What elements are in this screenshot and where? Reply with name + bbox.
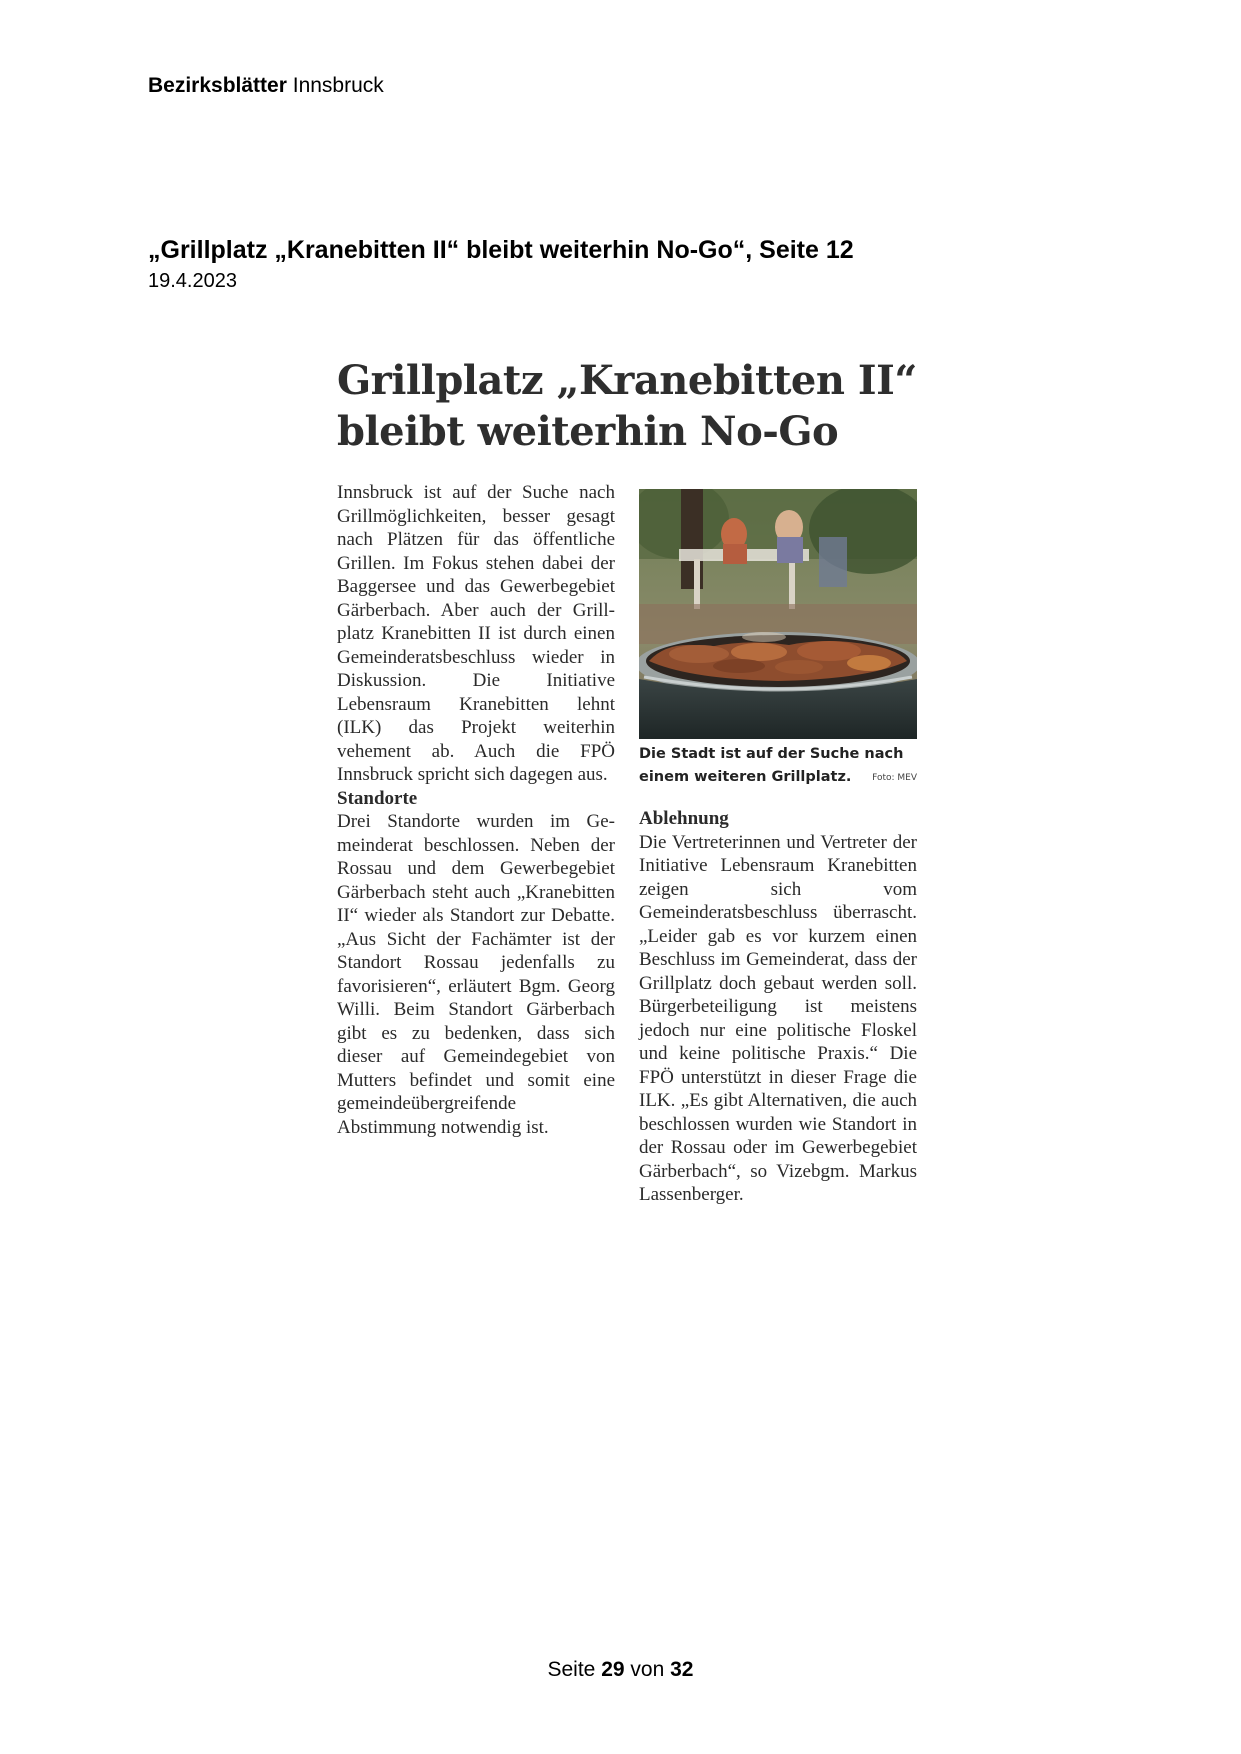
footer-page-total: 32 (670, 1658, 694, 1681)
article-headline (337, 355, 917, 457)
footer-page-number: 29 (601, 1658, 625, 1681)
document-date: 19.4.2023 (148, 270, 237, 292)
page-footer (0, 1658, 1241, 1682)
grill-photo (639, 489, 917, 739)
article-column-left (337, 481, 615, 1139)
publication-location: Innsbruck (292, 74, 384, 97)
article-column-right (639, 807, 917, 1207)
grill-photo-illustration (639, 489, 917, 739)
footer-middle: von (630, 1658, 665, 1681)
photo-caption-text: Die Stadt ist auf der Suche nach einem weiteren Grillplatz. (639, 746, 904, 785)
section-text-standorte: Drei Standorte wurden im Gemeinderat beschlossen. Neben der Rossau und dem Gewerbegebiet Gärberbach steht auch „Kranebitten II“ wieder als Standort zur Debatte. „Aus Sicht der Fachämter ist der Standort Rossau jedenfalls zu favorisieren“, erläutert Bgm. Georg Willi. Beim Standort Gärberbach gibt es zu bedenken, dass sich dieser auf Gemeindegebiet von Mutters befindet und somit eine gemeindeübergreifende Abstimmung notwendig ist. (337, 811, 615, 1138)
section-heading-ablehnung: Ablehnung (639, 808, 729, 829)
document-title: „Grillplatz „Kranebitten II“ bleibt weiterhin No-Go“, Seite 12 (148, 236, 854, 264)
article-intro: Innsbruck ist auf der Suche nach Grillmöglichkeiten, besser gesagt nach Plätzen für das öffentliche Grillen. Im Fokus stehen dabei der Baggersee und das Gewerbegebiet Gärberbach. Aber auch der Grillplatz Kranebitten II ist durch einen Gemeinderatsbeschluss wieder in Diskussion. Die Initiative Lebensraum Kranebitten lehnt (ILK) das Projekt weiterhin vehement ab. Auch die FPÖ Innsbruck spricht sich dagegen aus. (337, 482, 615, 785)
section-text-ablehnung: Die Vertreterinnen und Vertreter der Initiative Lebensraum Kranebitten zeigen sich vom Gemeinderatsbeschluss überrascht. „Leider gab es vor kurzem einen Beschluss im Gemeinderat, dass der Grillplatz doch gebaut werden soll. Bürgerbeteiligung ist meistens jedoch nur eine politische Floskel und keine politische Praxis.“ Die FPÖ unterstützt in dieser Frage die ILK. „Es gibt Alternativen, die auch beschlossen wurden wie Standort in der Rossau oder im Gewerbegebiet Gärberbach“, so Vizebgm. Markus Lassenberger. (639, 831, 917, 1205)
footer-prefix: Seite (547, 1658, 596, 1681)
publication-name: Bezirksblätter (148, 74, 287, 97)
photo-credit: Foto: MEV (872, 773, 917, 783)
photo-caption (639, 743, 917, 790)
publication-header (148, 74, 384, 98)
headline-line-1: Grillplatz „Kranebitten II“ (337, 357, 917, 404)
headline-line-2: bleibt weiterhin No-Go (337, 408, 839, 455)
section-heading-standorte: Standorte (337, 787, 418, 809)
newspaper-clipping (337, 355, 917, 1265)
